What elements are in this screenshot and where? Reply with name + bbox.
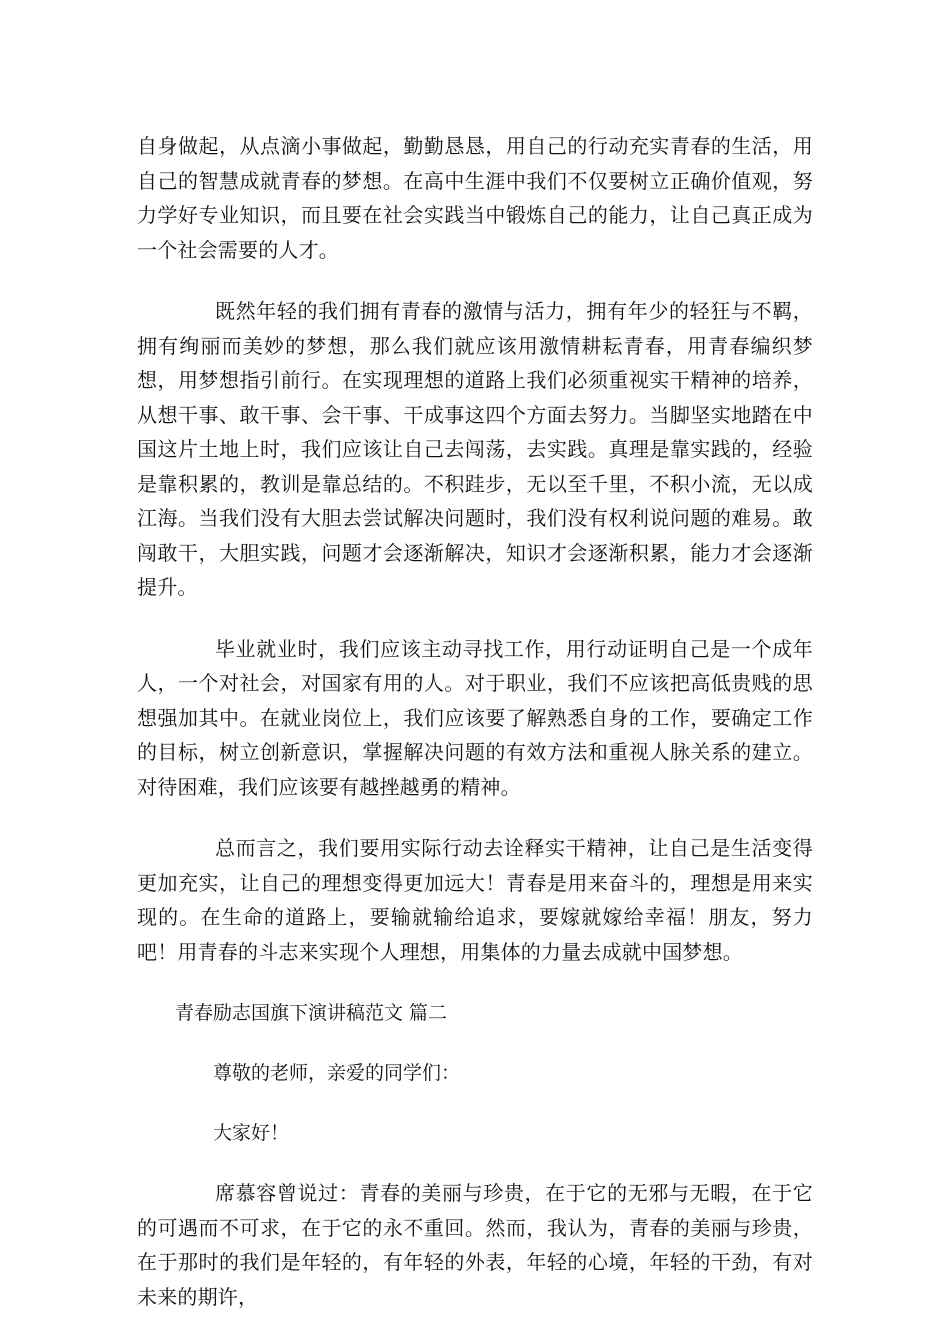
salutation: 尊敬的老师，亲爱的同学们： (213, 1062, 461, 1084)
greeting: 大家好！ (213, 1122, 290, 1144)
paragraph-4: 总而言之，我们要用实际行动去诠释实干精神，让自己是生活变得更加充实，让自己的理想变得更加远大！青春是用来奋斗的，理想是用来实现的。在生命的道路上，要输就输给追求，要嫁就嫁给幸福！朋友，努力吧！用青春的斗志来实现个人理想，用集体的力量去成就中国梦想。 (137, 836, 813, 964)
paragraph-5: 席慕容曾说过：青春的美丽与珍贵，在于它的无邪与无暇，在于它的可遇而不可求，在于它的永不重回。然而，我认为，青春的美丽与珍贵，在于那时的我们是年轻的，有年轻的外表，年轻的心境，年轻的干劲，有对未来的期许， (137, 1181, 813, 1309)
document-page (137, 129, 813, 1341)
paragraph-1: 自身做起，从点滴小事做起，勤勤恳恳，用自己的行动充实青春的生活，用自己的智慧成就青春的梦想。在高中生涯中我们不仅要树立正确价值观，努力学好专业知识，而且要在社会实践当中锻炼自己的能力，让自己真正成为一个社会需要的人才。 (137, 134, 813, 262)
paragraph-3: 毕业就业时，我们应该主动寻找工作，用行动证明自己是一个成年人，一个对社会，对国家有用的人。对于职业，我们不应该把高低贵贱的思想强加其中。在就业岗位上，我们应该要了解熟悉自身的工作，要确定工作的目标，树立创新意识，掌握解决问题的有效方法和重视人脉关系的建立。对待困难，我们应该要有越挫越勇的精神。 (137, 636, 813, 799)
paragraph-2: 既然年轻的我们拥有青春的激情与活力，拥有年少的轻狂与不羁，拥有绚丽而美妙的梦想，那么我们就应该用激情耕耘青春，用青春编织梦想，用梦想指引前行。在实现理想的道路上我们必须重视实干精神的培养，从想干事、敢干事、会干事、干成事这四个方面去努力。当脚坚实地踏在中国这片土地上时，我们应该让自己去闯荡，去实践。真理是靠实践的，经验是靠积累的，教训是靠总结的。不积跬步，无以至千里，不积小流，无以成江海。当我们没有大胆去尝试解决问题时，我们没有权利说问题的难易。敢闯敢干，大胆实践，问题才会逐渐解决，知识才会逐渐积累，能力才会逐渐提升。 (137, 299, 813, 599)
section-title: 青春励志国旗下演讲稿范文 篇二 (175, 1002, 448, 1024)
